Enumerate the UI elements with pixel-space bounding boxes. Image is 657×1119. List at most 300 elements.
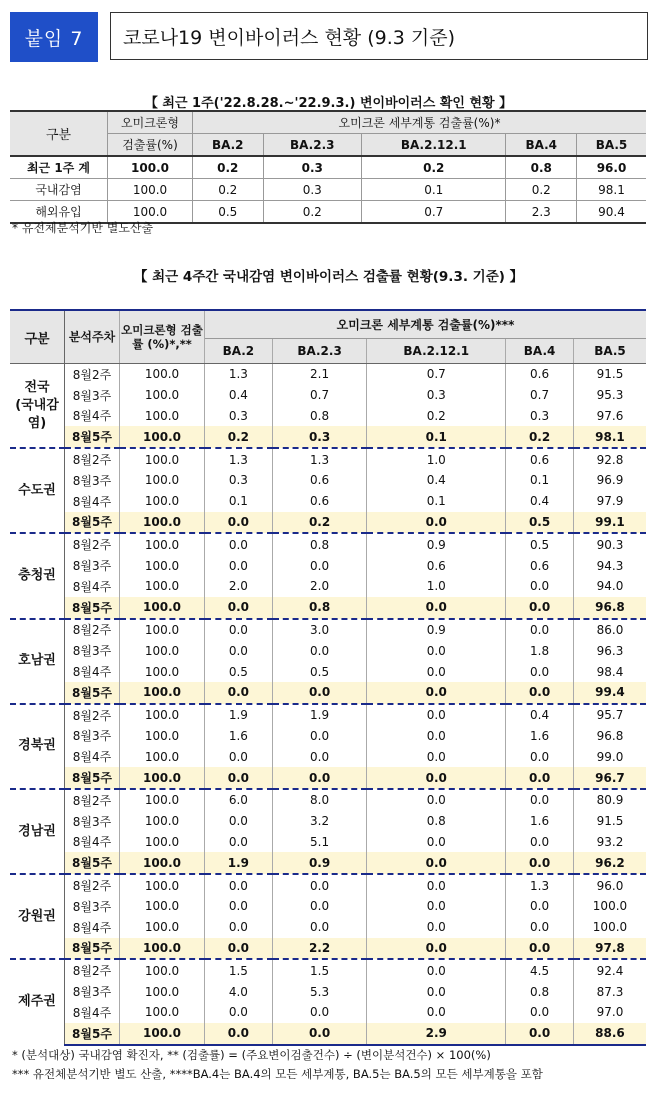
cell: 100.0 [120, 746, 205, 767]
cell: 100.0 [120, 406, 205, 427]
cell: 0.3 [263, 156, 361, 179]
cell: 0.1 [205, 491, 273, 512]
cell: 96.8 [573, 597, 646, 619]
week-cell: 8월5주 [65, 767, 120, 789]
table-row [10, 512, 646, 534]
table-row [10, 896, 646, 917]
cell: 88.6 [573, 1023, 646, 1045]
cell: 0.0 [272, 555, 367, 576]
cell: 100.0 [573, 896, 646, 917]
cell: 86.0 [573, 619, 646, 641]
week-cell: 8월3주 [65, 640, 120, 661]
cell: 0.0 [367, 789, 506, 811]
cell: 0.0 [205, 597, 273, 619]
cell: 2.0 [272, 576, 367, 597]
cell: 100.0 [108, 156, 193, 179]
cell: 0.7 [362, 201, 506, 224]
variant-header: BA.2 [193, 134, 264, 157]
page-title: 코로나19 변이바이러스 현황 (9.3 기준) [110, 12, 648, 60]
cell: 97.6 [573, 406, 646, 427]
week-cell: 8월4주 [65, 491, 120, 512]
cell: 0.0 [272, 682, 367, 704]
cell: 0.6 [506, 555, 574, 576]
cell: 0.1 [506, 470, 574, 491]
weekly-variant-table [10, 110, 646, 224]
cell: 0.0 [506, 597, 574, 619]
cell: 100.0 [120, 555, 205, 576]
cell: 98.4 [573, 661, 646, 682]
cell: 0.5 [506, 533, 574, 555]
cell: 90.4 [577, 201, 646, 224]
cell: 4.0 [205, 981, 273, 1002]
table-row [10, 746, 646, 767]
variant-header: BA.2.3 [263, 134, 361, 157]
table-row [10, 470, 646, 491]
cell: 3.0 [272, 619, 367, 641]
cell: 100.0 [120, 811, 205, 832]
cell: 100.0 [120, 852, 205, 874]
cell: 0.6 [272, 470, 367, 491]
cell: 0.2 [263, 201, 361, 224]
week-cell: 8월4주 [65, 406, 120, 427]
cell: 0.0 [367, 704, 506, 726]
cell: 1.9 [205, 852, 273, 874]
cell: 0.5 [205, 661, 273, 682]
cell: 0.3 [272, 426, 367, 448]
cell: 0.0 [367, 597, 506, 619]
cell: 1.6 [205, 726, 273, 747]
cell: 0.0 [205, 811, 273, 832]
cell: 0.5 [272, 661, 367, 682]
week-cell: 8월5주 [65, 938, 120, 960]
table-row [10, 640, 646, 661]
cell: 0.0 [506, 832, 574, 853]
region-name: 호남권 [10, 619, 65, 704]
table-row [10, 789, 646, 811]
region-name: 제주권 [10, 959, 65, 1044]
cell: 97.9 [573, 491, 646, 512]
cell: 0.0 [205, 640, 273, 661]
cell: 0.0 [367, 767, 506, 789]
cell: 100.0 [120, 1023, 205, 1045]
cell: 0.5 [506, 512, 574, 534]
cell: 0.7 [367, 364, 506, 385]
cell: 2.1 [272, 364, 367, 385]
cell: 98.1 [577, 179, 646, 201]
cell: 99.1 [573, 512, 646, 534]
cell: 95.3 [573, 385, 646, 406]
cell: 93.2 [573, 832, 646, 853]
table-row [10, 832, 646, 853]
row-label: 국내감염 [10, 179, 108, 201]
table-row [10, 406, 646, 427]
variant-header: BA.4 [506, 134, 577, 157]
cell: 92.4 [573, 959, 646, 981]
cell: 0.0 [272, 640, 367, 661]
week-cell: 8월3주 [65, 385, 120, 406]
table-row [10, 704, 646, 726]
cell: 0.0 [205, 1023, 273, 1045]
cell: 0.3 [205, 470, 273, 491]
week-cell: 8월5주 [65, 852, 120, 874]
table-row [10, 682, 646, 704]
cell: 0.0 [506, 1002, 574, 1023]
region-name: 충청권 [10, 533, 65, 618]
cell: 96.3 [573, 640, 646, 661]
table-row [10, 576, 646, 597]
cell: 4.5 [506, 959, 574, 981]
cell: 91.5 [573, 811, 646, 832]
cell: 92.8 [573, 448, 646, 470]
table-row [10, 533, 646, 555]
week-cell: 8월2주 [65, 789, 120, 811]
cell: 0.2 [362, 156, 506, 179]
cell: 0.0 [367, 640, 506, 661]
table-row [10, 726, 646, 747]
table-row [10, 1002, 646, 1023]
cell: 1.8 [506, 640, 574, 661]
cell: 0.0 [205, 938, 273, 960]
cell: 100.0 [120, 938, 205, 960]
cell: 100.0 [120, 448, 205, 470]
cell: 1.3 [506, 874, 574, 896]
cell: 1.5 [272, 959, 367, 981]
week-cell: 8월2주 [65, 959, 120, 981]
cell: 0.3 [263, 179, 361, 201]
variant-header: BA.2.12.1 [367, 338, 506, 363]
footnote: *** 유전체분석기반 별도 산출, ****BA.4는 BA.4의 모든 세부계통, BA.5는 BA.5의 모든 세부계통을 포함 [12, 1067, 543, 1081]
table-row [10, 385, 646, 406]
col-omicron-line2: 검출률(%) [108, 134, 193, 157]
cell: 0.0 [506, 789, 574, 811]
cell: 0.3 [506, 406, 574, 427]
cell: 0.0 [205, 917, 273, 938]
cell: 0.1 [362, 179, 506, 201]
cell: 5.1 [272, 832, 367, 853]
week-cell: 8월4주 [65, 917, 120, 938]
week-cell: 8월2주 [65, 619, 120, 641]
week-cell: 8월2주 [65, 364, 120, 385]
cell: 0.0 [367, 746, 506, 767]
cell: 0.0 [506, 576, 574, 597]
table-row [10, 555, 646, 576]
cell: 0.0 [272, 874, 367, 896]
cell: 0.0 [272, 896, 367, 917]
cell: 0.0 [367, 682, 506, 704]
cell: 1.3 [205, 448, 273, 470]
cell: 1.0 [367, 576, 506, 597]
week-cell: 8월5주 [65, 1023, 120, 1045]
cell: 0.0 [272, 767, 367, 789]
cell: 0.0 [367, 981, 506, 1002]
week-cell: 8월3주 [65, 470, 120, 491]
cell: 0.4 [506, 704, 574, 726]
cell: 0.9 [272, 852, 367, 874]
cell: 0.0 [506, 917, 574, 938]
cell: 1.6 [506, 726, 574, 747]
cell: 0.0 [367, 917, 506, 938]
cell: 0.0 [367, 512, 506, 534]
cell: 100.0 [120, 874, 205, 896]
table-row [10, 917, 646, 938]
cell: 1.5 [205, 959, 273, 981]
table2-title: 【 최근 4주간 국내감염 변이바이러스 검출률 현황(9.3. 기준) 】 [133, 269, 524, 285]
cell: 100.0 [120, 1002, 205, 1023]
cell: 99.0 [573, 746, 646, 767]
table-row [10, 938, 646, 960]
cell: 96.7 [573, 767, 646, 789]
cell: 100.0 [120, 491, 205, 512]
cell: 0.4 [205, 385, 273, 406]
table-row [10, 179, 646, 201]
cell: 0.0 [205, 533, 273, 555]
cell: 0.0 [506, 852, 574, 874]
cell: 95.7 [573, 704, 646, 726]
week-cell: 8월5주 [65, 682, 120, 704]
cell: 2.9 [367, 1023, 506, 1045]
cell: 0.6 [506, 364, 574, 385]
cell: 96.0 [573, 874, 646, 896]
cell: 0.7 [272, 385, 367, 406]
col-gubun: 구분 [10, 111, 108, 156]
cell: 100.0 [120, 597, 205, 619]
cell: 97.0 [573, 1002, 646, 1023]
cell: 0.8 [506, 156, 577, 179]
week-cell: 8월4주 [65, 746, 120, 767]
cell: 0.2 [193, 179, 264, 201]
cell: 0.1 [367, 491, 506, 512]
cell: 100.0 [120, 704, 205, 726]
cell: 2.3 [506, 201, 577, 224]
cell: 0.0 [205, 832, 273, 853]
table-row [10, 811, 646, 832]
cell: 0.0 [272, 1023, 367, 1045]
table-row [10, 426, 646, 448]
cell: 100.0 [108, 201, 193, 224]
week-cell: 8월2주 [65, 448, 120, 470]
cell: 100.0 [120, 789, 205, 811]
col-subvariant: 오미크론 세부계통 검출률(%)* [193, 111, 647, 134]
cell: 0.6 [272, 491, 367, 512]
cell: 0.0 [205, 619, 273, 641]
cell: 0.0 [506, 767, 574, 789]
cell: 0.1 [367, 426, 506, 448]
week-cell: 8월3주 [65, 726, 120, 747]
cell: 2.0 [205, 576, 273, 597]
cell: 100.0 [120, 385, 205, 406]
cell: 5.3 [272, 981, 367, 1002]
table-row [10, 597, 646, 619]
week-cell: 8월2주 [65, 874, 120, 896]
cell: 100.0 [120, 896, 205, 917]
cell: 100.0 [120, 512, 205, 534]
cell: 0.0 [272, 746, 367, 767]
week-cell: 8월2주 [65, 704, 120, 726]
cell: 100.0 [120, 640, 205, 661]
cell: 100.0 [120, 767, 205, 789]
table-row [10, 874, 646, 896]
cell: 0.8 [272, 533, 367, 555]
cell: 0.0 [205, 1002, 273, 1023]
cell: 100.0 [120, 533, 205, 555]
cell: 0.0 [272, 917, 367, 938]
cell: 0.0 [367, 959, 506, 981]
region-name: 전국 (국내감염) [10, 364, 65, 449]
cell: 0.0 [272, 726, 367, 747]
cell: 100.0 [120, 470, 205, 491]
cell: 0.9 [367, 619, 506, 641]
cell: 0.8 [367, 811, 506, 832]
cell: 0.0 [205, 896, 273, 917]
regional-table-body [10, 364, 646, 1045]
table-row [10, 959, 646, 981]
week-cell: 8월5주 [65, 426, 120, 448]
cell: 0.9 [367, 533, 506, 555]
cell: 0.3 [367, 385, 506, 406]
region-name: 수도권 [10, 448, 65, 533]
cell: 0.2 [506, 179, 577, 201]
week-cell: 8월3주 [65, 811, 120, 832]
cell: 100.0 [120, 832, 205, 853]
cell: 2.2 [272, 938, 367, 960]
cell: 100.0 [120, 661, 205, 682]
cell: 90.3 [573, 533, 646, 555]
cell: 0.2 [205, 426, 273, 448]
cell: 0.3 [205, 406, 273, 427]
cell: 0.2 [193, 156, 264, 179]
table-row [10, 661, 646, 682]
cell: 1.9 [205, 704, 273, 726]
cell: 100.0 [120, 576, 205, 597]
week-cell: 8월2주 [65, 533, 120, 555]
week-cell: 8월4주 [65, 832, 120, 853]
cell: 0.4 [367, 470, 506, 491]
cell: 6.0 [205, 789, 273, 811]
cell: 0.0 [506, 938, 574, 960]
cell: 87.3 [573, 981, 646, 1002]
cell: 0.0 [205, 874, 273, 896]
cell: 1.3 [272, 448, 367, 470]
variant-header: BA.2 [205, 338, 273, 363]
cell: 97.8 [573, 938, 646, 960]
week-cell: 8월3주 [65, 981, 120, 1002]
row-label: 최근 1주 계 [10, 156, 108, 179]
cell: 8.0 [272, 789, 367, 811]
week-cell: 8월5주 [65, 512, 120, 534]
week-cell: 8월4주 [65, 1002, 120, 1023]
cell: 0.0 [367, 938, 506, 960]
cell: 0.0 [367, 1002, 506, 1023]
cell: 99.4 [573, 682, 646, 704]
variant-header: BA.5 [577, 134, 646, 157]
cell: 0.0 [205, 555, 273, 576]
page-header [10, 12, 650, 62]
table-row [10, 767, 646, 789]
cell: 100.0 [120, 726, 205, 747]
cell: 100.0 [120, 682, 205, 704]
cell: 0.0 [367, 852, 506, 874]
cell: 0.8 [272, 406, 367, 427]
cell: 0.0 [367, 661, 506, 682]
cell: 100.0 [120, 917, 205, 938]
cell: 0.0 [506, 619, 574, 641]
region-name: 경북권 [10, 704, 65, 789]
cell: 0.0 [272, 1002, 367, 1023]
col-gubun: 구분 [10, 310, 65, 364]
cell: 94.3 [573, 555, 646, 576]
region-name: 강원권 [10, 874, 65, 959]
table-row [10, 619, 646, 641]
cell: 91.5 [573, 364, 646, 385]
week-cell: 8월3주 [65, 896, 120, 917]
cell: 100.0 [120, 364, 205, 385]
cell: 100.0 [120, 619, 205, 641]
cell: 0.0 [367, 874, 506, 896]
cell: 0.5 [193, 201, 264, 224]
col-omicron: 오미크론형 검출률 (%)*,** [120, 310, 205, 364]
cell: 0.4 [506, 491, 574, 512]
variant-header: BA.5 [573, 338, 646, 363]
footnote: * (분석대상) 국내감염 확진자, ** (검출률) = (주요변이검출건수) ÷ (변이분석건수) × 100(%) [12, 1048, 491, 1062]
variant-header: BA.2.12.1 [362, 134, 506, 157]
cell: 100.0 [108, 179, 193, 201]
variant-header: BA.4 [506, 338, 574, 363]
cell: 0.0 [506, 746, 574, 767]
cell: 1.3 [205, 364, 273, 385]
cell: 100.0 [573, 917, 646, 938]
table-row [10, 364, 646, 385]
cell: 96.2 [573, 852, 646, 874]
cell: 98.1 [573, 426, 646, 448]
variant-header: BA.2.3 [272, 338, 367, 363]
cell: 0.6 [506, 448, 574, 470]
cell: 3.2 [272, 811, 367, 832]
cell: 96.0 [577, 156, 646, 179]
table-row [10, 1023, 646, 1045]
cell: 0.0 [205, 682, 273, 704]
cell: 80.9 [573, 789, 646, 811]
col-omicron-line1: 오미크론형 [108, 111, 193, 134]
cell: 0.0 [205, 512, 273, 534]
week-cell: 8월4주 [65, 661, 120, 682]
regional-variant-table [10, 309, 646, 1046]
cell: 1.0 [367, 448, 506, 470]
cell: 100.0 [120, 959, 205, 981]
cell: 0.0 [506, 896, 574, 917]
row-label: 해외유입 [10, 201, 108, 224]
cell: 0.0 [506, 682, 574, 704]
cell: 100.0 [120, 981, 205, 1002]
cell: 0.7 [506, 385, 574, 406]
week-cell: 8월5주 [65, 597, 120, 619]
table-row [10, 852, 646, 874]
cell: 0.0 [506, 661, 574, 682]
cell: 0.2 [367, 406, 506, 427]
table1-note: * 유전체분석기반 별도산출 [12, 221, 154, 235]
cell: 1.6 [506, 811, 574, 832]
cell: 0.2 [506, 426, 574, 448]
cell: 0.2 [272, 512, 367, 534]
cell: 0.0 [367, 896, 506, 917]
cell: 0.6 [367, 555, 506, 576]
cell: 100.0 [120, 426, 205, 448]
cell: 1.9 [272, 704, 367, 726]
col-week: 분석주차 [65, 310, 120, 364]
cell: 94.0 [573, 576, 646, 597]
cell: 0.0 [205, 746, 273, 767]
attachment-badge: 붙임 7 [10, 12, 98, 62]
cell: 0.0 [367, 832, 506, 853]
